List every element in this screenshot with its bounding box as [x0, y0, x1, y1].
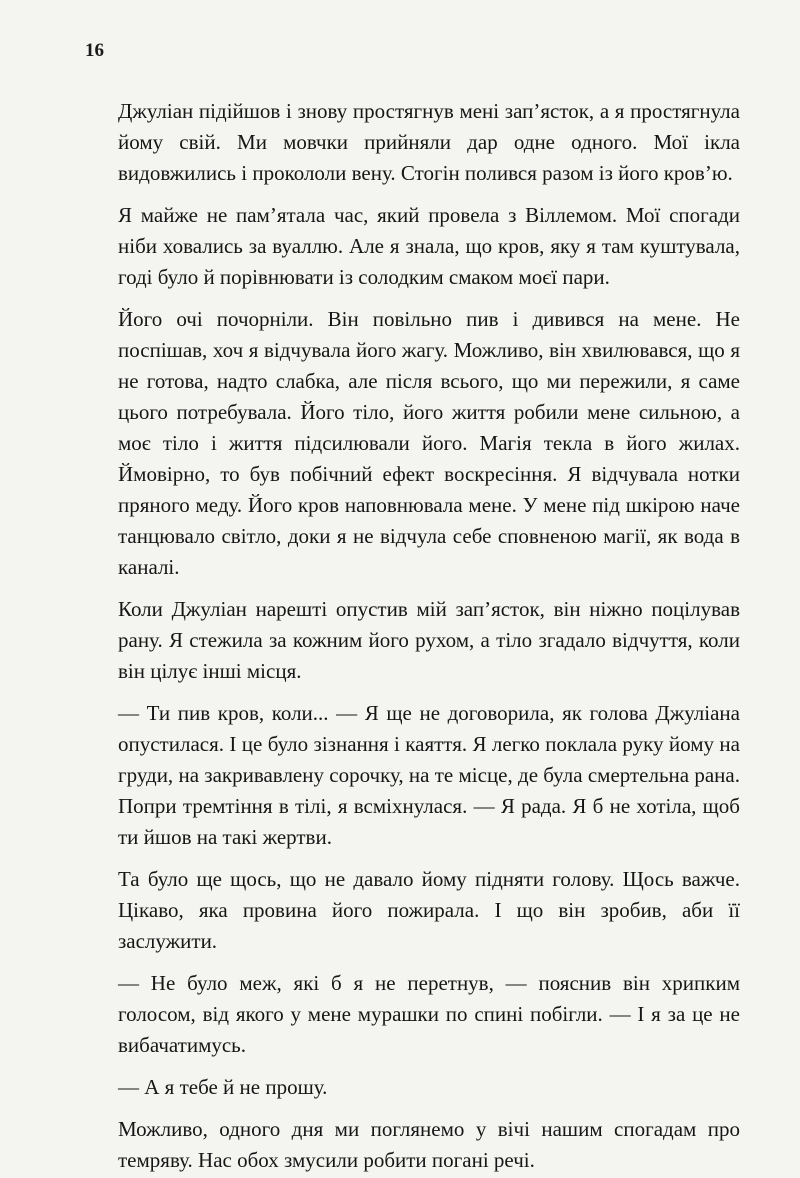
paragraph-5: — Ти пив кров, коли... — Я ще не договорила, як голова Джуліана опустилася. І це було зізнання і каяття. Я легко поклала руку йому на груди, на закривавлену сорочку, на те місце, де була смертельна рана. Попри тремтіння в тілі, я всміхнулася. — Я рада. Я б не хотіла, щоб ти йшов на такі жертви. [118, 701, 740, 849]
paragraph-6: Та було ще щось, що не давало йому підняти голову. Щось важче. Цікаво, яка провина його пожирала. І що він зробив, аби її заслужити. [118, 867, 740, 953]
page-number: 16 [85, 40, 104, 61]
paragraph-2: Я майже не пам’ятала час, який провела з Віллемом. Мої спогади ніби ховались за вуаллю. Але я знала, що кров, яку я там куштувала, годі було й порівнювати із солодким смаком моєї пари. [118, 203, 740, 289]
paragraph-9: Можливо, одного дня ми поглянемо у вічі нашим спогадам про темряву. Нас обох змусили робити погані речі. [118, 1117, 740, 1172]
body-text [118, 96, 740, 1176]
paragraph-1: Джуліан підійшов і знову простягнув мені зап’ясток, а я простягнула йому свій. Ми мовчки прийняли дар одне одного. Мої ікла видовжились і прокололи вену. Стогін полився разом із його кров’ю. [118, 99, 740, 185]
paragraph-3: Його очі почорніли. Він повільно пив і дивився на мене. Не поспішав, хоч я відчувала його жагу. Можливо, він хвилювався, що я не готова, надто слабка, але після всього, що ми пережили, я саме цього потребувала. Його тіло, його життя робили мене сильною, а моє тіло і життя підсилювали його. Магія текла в його жилах. Ймовірно, то був побічний ефект воскресіння. Я відчувала нотки пряного меду. Його кров наповнювала мене. У мене під шкірою наче танцювало світло, доки я не відчула себе сповненою магії, як вода в каналі. [118, 307, 740, 579]
paragraph-7: — Не було меж, які б я не перетнув, — пояснив він хрипким голосом, від якого у мене мурашки по спині побігли. — І я за це не вибачатимусь. [118, 971, 740, 1057]
paragraph-8: — А я тебе й не прошу. [118, 1075, 328, 1099]
paragraph-4: Коли Джуліан нарешті опустив мій зап’ясток, він ніжно поцілував рану. Я стежила за кожним його рухом, а тіло згадало відчуття, коли він цілує інші місця. [118, 597, 740, 683]
